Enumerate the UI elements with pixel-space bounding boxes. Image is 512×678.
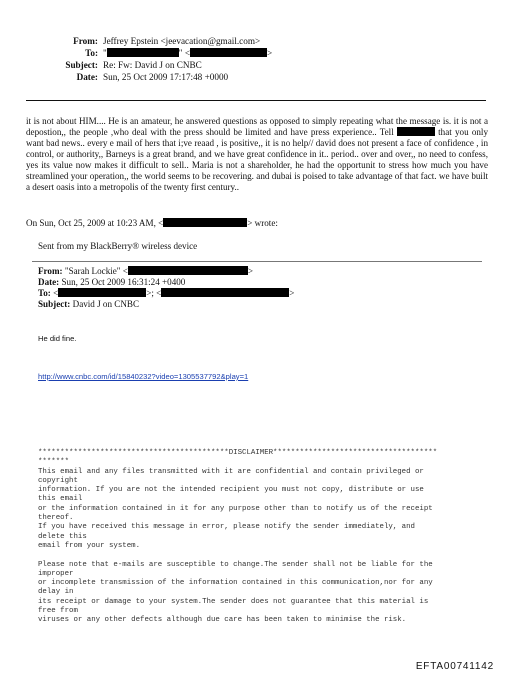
- disclaimer-line: email from your system.: [38, 541, 141, 550]
- disclaimer-banner-tail: *******: [38, 458, 70, 467]
- redaction-block: [107, 48, 179, 57]
- cnbc-video-link[interactable]: http://www.cnbc.com/id/15840232?video=1305537792&play=1: [38, 372, 249, 381]
- disclaimer-line: free from: [38, 607, 78, 616]
- disclaimer-line: delete this: [38, 532, 87, 541]
- redaction-block: [190, 48, 267, 57]
- disclaimer-banner: *******************************************DISCLAIMER*************************************: [38, 449, 438, 457]
- redaction-block: [128, 266, 248, 275]
- document-id: EFTA00741142: [415, 661, 494, 672]
- redaction-block: [163, 218, 247, 227]
- quote-subject-row: [38, 299, 139, 310]
- header-to-label: To:: [85, 48, 98, 58]
- quote-date-row: [38, 277, 185, 288]
- header-date-value: Sun, 25 Oct 2009 17:17:48 +0000: [103, 72, 229, 82]
- disclaimer-line: If you have received this message in error, please notify the sender immediately, and: [38, 523, 415, 532]
- disclaimer-line: thereof.: [38, 514, 74, 523]
- body-paragraph-1: it is not about HIM.... He is an amateur, he answered questions as opposed to simply repeating what the message is. it is not a depostion,, the people ,who deal with the press should be limited and have press experience.. Tell: [26, 116, 488, 137]
- header-subject-label: Subject:: [65, 60, 98, 70]
- email-body: [26, 116, 488, 193]
- quote-subject-label: Subject:: [38, 299, 71, 309]
- quote-from-label: From:: [38, 266, 63, 276]
- header-subject-value: Re: Fw: David J on CNBC: [103, 60, 202, 70]
- header-divider: [26, 100, 486, 101]
- header-to-value: " " < >: [103, 48, 273, 58]
- header-date-label: Date:: [76, 72, 98, 82]
- disclaimer-line: this email: [38, 495, 83, 504]
- disclaimer-spacer: [38, 551, 488, 560]
- disclaimer-line: or the information contained in it for any purpose other than to notify us of the receipt: [38, 504, 433, 513]
- disclaimer-block: [38, 449, 488, 626]
- quote-date-label: Date:: [38, 277, 60, 287]
- redaction-block: [397, 127, 435, 136]
- disclaimer-line: delay in: [38, 588, 74, 597]
- quote-to-label: To:: [38, 288, 51, 298]
- redaction-block: [161, 288, 289, 297]
- quote-divider: [32, 261, 482, 262]
- quote-subject-value: David J on CNBC: [72, 299, 140, 309]
- body-paragraph-2: that you only want bad news.. every e mail of hers that i;ve reaad , is positive,, it is no help// david does not present a face of confidence , in control, or authority,, Barneys is a great brand, and we have great confidence in it.. period.. over and over,, no need to confess, yes its value now makes it difficult to sell.. Maria is not a shareholder, he had the opportunit to stress how much you have streamlined your operation,, the world seems to be recovering. and dubai is poised to take advantage of that fact. we have built a desert oasis into a metropolis of the twenty first century..: [26, 127, 489, 192]
- header-from-label: From:: [73, 36, 98, 46]
- quote-message: He did fine.: [38, 334, 77, 343]
- disclaimer-line: improper: [38, 569, 74, 578]
- disclaimer-line: This email and any files transmitted with it are confidential and contain privileged or: [38, 467, 424, 476]
- disclaimer-line: Please note that e-mails are susceptible to change.The sender shall not be liable for the: [38, 560, 433, 569]
- quote-from-row: From: "Sarah Lockie" < >: [38, 266, 254, 276]
- sent-from-line: Sent from my BlackBerry® wireless device: [38, 241, 198, 251]
- disclaimer-line: its receipt or damage to your system.The sender does not guarantee that this material is: [38, 597, 429, 606]
- disclaimer-line: viruses or any other defects although due care has been taken to minimise the risk.: [38, 616, 407, 625]
- quote-date-value: Sun, 25 Oct 2009 16:31:24 +0400: [61, 277, 186, 287]
- quote-to-row: To: < >; < >: [38, 288, 295, 298]
- disclaimer-line: or incomplete transmission of the information contained in this communication,nor for any: [38, 579, 433, 588]
- disclaimer-line: information. If you are not the intended recipient you must not copy, distribute or use: [38, 486, 424, 495]
- quote-attribution: On Sun, Oct 25, 2009 at 10:23 AM, < > wrote:: [26, 218, 278, 228]
- disclaimer-line: copyright: [38, 476, 78, 485]
- redaction-block: [58, 288, 146, 297]
- header-from-value: Jeffrey Epstein <jeevacation@gmail.com>: [103, 36, 261, 46]
